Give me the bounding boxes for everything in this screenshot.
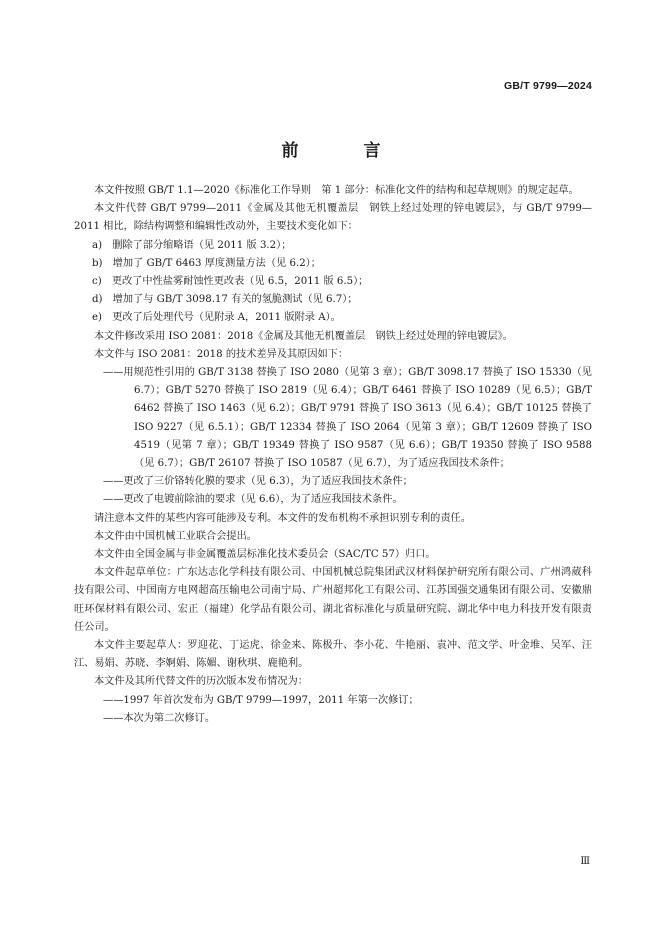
paragraph-iso-differences: 本文件与 ISO 2081：2018 的技术差异及其原因如下： — [94, 348, 349, 360]
standard-code: GB/T 9799—2024 — [503, 80, 592, 92]
foreword-body — [74, 182, 592, 728]
change-item-e: e) 更改了后处理代号（见附录 A，2011 版附录 A）。 — [92, 312, 341, 324]
change-item-c: c) 更改了中性盐雾耐蚀性更改表（见 6.5，2011 版 6.5）； — [92, 276, 369, 288]
paragraph-technical-committee: 本文件由全国金属与非金属覆盖层标准化技术委员会（SAC/TC 57）归口。 — [94, 549, 436, 561]
paragraph-iso-adoption: 本文件修改采用 ISO 2081：2018《金属及其他无机覆盖层 钢铁上经过处理的锌电镀层》。 — [94, 330, 513, 342]
paragraph-drafting-rules: 本文件按照 GB/T 1.1—2020《标准化工作导则 第 1 部分：标准化文件的结构和起草规则》的规定起草。 — [94, 185, 579, 196]
paragraph-history-intro: 本文件及其所代替文件的历次版本发布情况为： — [94, 676, 308, 688]
difference-item-chromium: ——更改了三价铬转化膜的要求（见 6.3），为了适应我国技术条件； — [103, 476, 413, 488]
difference-item-degreasing: ——更改了电镀前除油的要求（见 6.6），为了适应我国技术条件。 — [103, 494, 403, 506]
paragraph-replaces: 本文件代替 GB/T 9799—2011《金属及其他无机覆盖层 钢铁上经过处理的锌电镀层》，与 GB/T 9799—2011 相比，除结构调整和编辑性改动外，主要技术变化如下： — [74, 203, 592, 233]
paragraph-proposed-by: 本文件由中国机械工业联合会提出。 — [94, 530, 257, 542]
page-number: Ⅲ — [580, 856, 590, 867]
change-item-b: b) 增加了 GB/T 6463 厚度测量方法（见 6.2）； — [92, 257, 321, 269]
paragraph-drafters: 本文件主要起草人：罗迎花、丁运虎、徐金来、陈极升、李小花、牛艳丽、袁冲、范文学、叶金堆、吴军、汪江、易娟、苏晓、李婀娟、陈媚、谢秋琪、鹿艳利。 — [74, 640, 592, 670]
history-item-1997: ——1997 年首次发布为 GB/T 9799—1997，2011 年第一次修订； — [103, 694, 419, 706]
page-title: 前 言 — [281, 141, 405, 161]
change-item-d: d) 增加了与 GB/T 3098.17 有关的氢脆测试（见 6.7）； — [92, 294, 358, 306]
paragraph-patent-notice: 请注意本文件的某些内容可能涉及专利。本文件的发布机构不承担识别专利的责任。 — [94, 512, 471, 524]
paragraph-drafting-units: 本文件起草单位：广东达志化学科技有限公司、中国机械总院集团武汉材料保护研究所有限公司、广州鸿葳科技有限公司、中国南方电网超高压输电公司南宁局、广州超邦化工有限公司、江苏国强交通集团有限公司、安徽鼎旺环保材料有限公司、宏正（福建）化学品有限公司、湖北省标准化与质量研究院、湖北华中电力科技开发有限责任公司。 — [74, 567, 592, 633]
change-item-a: a) 删除了部分缩略语（见 2011 版 3.2）； — [92, 239, 292, 251]
history-item-current: ——本次为第二次修订。 — [103, 712, 216, 724]
difference-item-references: ——用规范性引用的 GB/T 3138 替换了 ISO 2080（见第 3 章）；GB/T 3098.17 替换了 ISO 15330（见 6.7）；GB/T 5270 替换了 ISO 2819（见 6.4）；GB/T 6461 替换了 ISO 10289（见 6.5）；GB/T 6462 替换了 ISO 1463（见 6.2）；GB/T 9791 替换了 ISO 3613（见 6.4）；GB/T 10125 替换了 ISO 9227（见 6.5.1）；GB/T 12334 替换了 ISO 2064（见第 3 章）；GB/T 12609 替换了 ISO 4519（见第 7 章）；GB/T 19349 替换了 ISO 9587（见 6.6）；GB/T 19350 替换了 ISO 9588（见 6.7）；GB/T 26107 替换了 ISO 10587（见 6.7），为了适应我国技术条件； — [103, 367, 592, 470]
